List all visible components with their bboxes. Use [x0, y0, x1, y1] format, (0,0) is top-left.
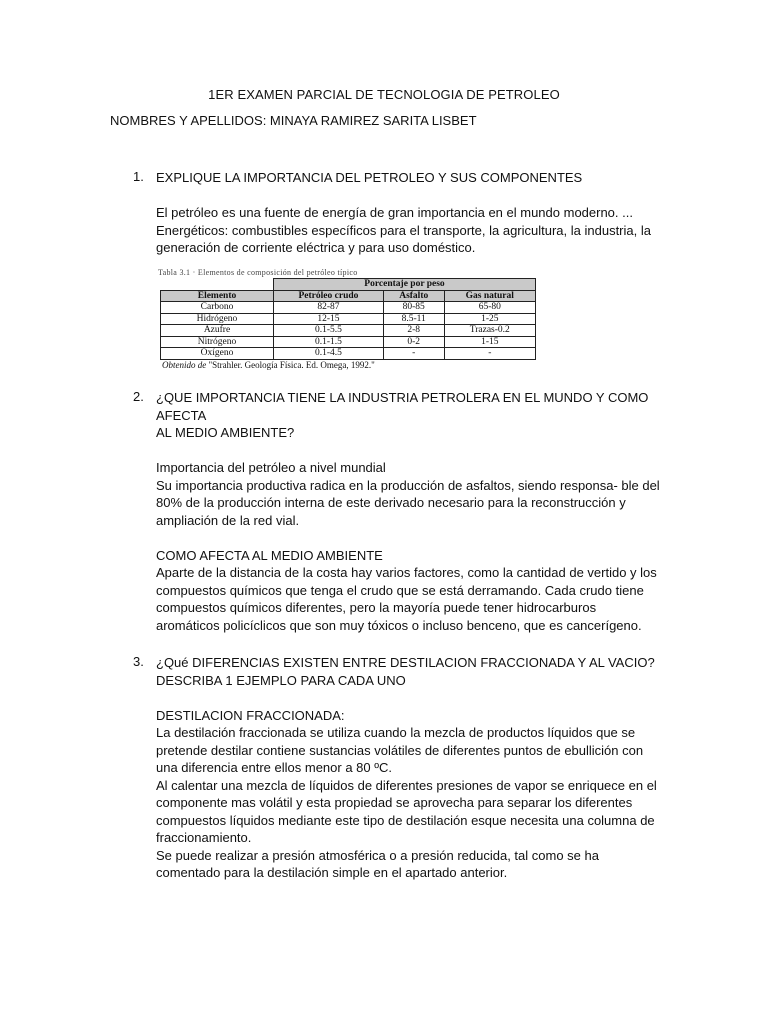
answer-2-line: 80% de la producción interna de este derivado necesario para la reconstrucción y	[156, 495, 626, 510]
answer-2-line: Su importancia productiva radica en la producción de asfaltos, siendo responsa- ble del	[156, 477, 660, 493]
table-cell: Hidrógeno	[161, 313, 274, 325]
table-column-header: Gas natural	[444, 290, 535, 302]
table-source	[162, 360, 536, 371]
table-row	[161, 302, 536, 314]
answer-1-line: generación de corriente eléctrica y para uso doméstico.	[156, 240, 476, 255]
table-cell: 12-15	[274, 313, 384, 325]
table-column-header: Petróleo crudo	[274, 290, 384, 302]
table-cell: 0-2	[383, 336, 444, 348]
composition-table-figure	[158, 268, 536, 371]
table-cell: 80-85	[383, 302, 444, 314]
table-header-group: Porcentaje por peso	[274, 279, 536, 291]
answer-2-subheading: COMO AFECTA AL MEDIO AMBIENTE	[156, 547, 383, 563]
table-cell: 65-80	[444, 302, 535, 314]
question-2-text: ¿QUE IMPORTANCIA TIENE LA INDUSTRIA PETROLERA EN EL MUNDO Y COMO AFECTA	[156, 390, 649, 423]
table-row	[161, 348, 536, 360]
table-cell: -	[383, 348, 444, 360]
answer-2-line: aromáticos policíclicos que son muy tóxicos o incluso benceno, que es cancerígeno.	[156, 617, 642, 633]
question-3-block	[156, 654, 666, 882]
answer-1-line: El petróleo es una fuente de energía de gran importancia en el mundo moderno. ...	[156, 205, 633, 220]
table-column-header: Asfalto	[383, 290, 444, 302]
answer-1-line: Energéticos: combustibles específicos para el transporte, la agricultura, la industria, la	[156, 222, 651, 238]
table-cell: 0.1-1.5	[274, 336, 384, 348]
question-1-text: EXPLIQUE LA IMPORTANCIA DEL PETROLEO Y SUS COMPONENTES	[156, 170, 583, 185]
table-cell: Nitrógeno	[161, 336, 274, 348]
table-row	[161, 336, 536, 348]
answer-3-line: compuestos líquidos mediante este tipo de destilación esque necesita una columna de	[156, 812, 655, 828]
answer-3-subheading: DESTILACION FRACCIONADA:	[156, 707, 345, 723]
answer-2-line: compuestos químicos diferentes, pero la mayoría puede tener hidrocarburos	[156, 600, 597, 615]
answer-2-subheading: Importancia del petróleo a nivel mundial	[156, 460, 386, 475]
answer-3-line: pretende destilar contiene sustancias volátiles de diferentes puntos de ebullición con	[156, 742, 644, 758]
question-2-number: 2.	[133, 389, 144, 404]
table-source-prefix: Obtenido de	[162, 359, 207, 370]
answer-3-line: una diferencia entre ellos menor a 80 ºC.	[156, 760, 392, 775]
table-cell: Oxígeno	[161, 348, 274, 360]
table-cell: 1-15	[444, 336, 535, 348]
table-row	[161, 325, 536, 337]
document-title: 1ER EXAMEN PARCIAL DE TECNOLOGIA DE PETROLEO	[208, 87, 560, 102]
answer-3-line: comentado para la destilación simple en el apartado anterior.	[156, 865, 508, 880]
table-cell: 0.1-5.5	[274, 325, 384, 337]
answer-3-line: fraccionamiento.	[156, 830, 252, 845]
answer-2-line: compuestos químicos que tenga el crudo que se está derramando. Cada crudo tiene	[156, 582, 644, 598]
table-cell: 8.5-11	[383, 313, 444, 325]
table-cell: 0.1-4.5	[274, 348, 384, 360]
table-cell: 2-8	[383, 325, 444, 337]
table-source-text: "Strahler. Geología Física. Ed. Omega, 1992."	[206, 359, 375, 370]
answer-2-line: ampliación de la red vial.	[156, 512, 300, 528]
table-caption: Tabla 3.1 · Elementos de composición del petróleo típico	[158, 268, 358, 277]
question-1-number: 1.	[133, 169, 144, 184]
question-3-text: DESCRIBA 1 EJEMPLO PARA CADA UNO	[156, 672, 406, 688]
answer-3-line: Al calentar una mezcla de líquidos de diferentes presiones de vapor se enriquece en el	[156, 777, 657, 793]
student-names: NOMBRES Y APELLIDOS: MINAYA RAMIREZ SARITA LISBET	[110, 113, 477, 128]
table-column-header: Elemento	[161, 290, 274, 302]
table-row	[161, 313, 536, 325]
table-cell: Carbono	[161, 302, 274, 314]
question-3-text: ¿Qué DIFERENCIAS EXISTEN ENTRE DESTILACION FRACCIONADA Y AL VACIO?	[156, 655, 655, 670]
answer-3-line: La destilación fraccionada se utiliza cuando la mezcla de productos líquidos que se	[156, 725, 636, 740]
question-3-number: 3.	[133, 654, 144, 669]
composition-table	[160, 278, 536, 360]
table-cell: -	[444, 348, 535, 360]
answer-3-line: Se puede realizar a presión atmosférica o a presión reducida, tal como se ha	[156, 847, 599, 863]
answer-3-line: componente mas volátil y esta propiedad se aprovecha para separar los diferentes	[156, 795, 633, 810]
question-2-text: AL MEDIO AMBIENTE?	[156, 425, 295, 440]
answer-2-line: Aparte de la distancia de la costa hay varios factores, como la cantidad de vertido y los	[156, 565, 657, 580]
question-1-block	[156, 169, 666, 257]
table-cell: Trazas-0.2	[444, 325, 535, 337]
table-cell: 82-87	[274, 302, 384, 314]
table-cell: 1-25	[444, 313, 535, 325]
question-2-block	[156, 389, 666, 634]
table-cell: Azufre	[161, 325, 274, 337]
